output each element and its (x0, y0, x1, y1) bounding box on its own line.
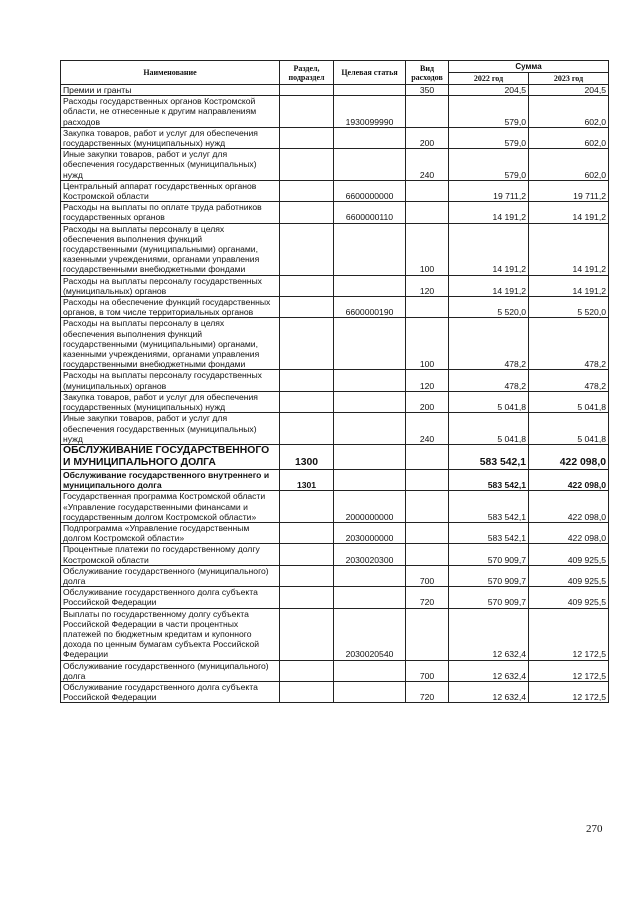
cell-section (280, 223, 334, 275)
table-row (61, 444, 609, 469)
header-year-2023: 2023 год (529, 73, 609, 85)
cell-target: 6600000190 (334, 297, 406, 318)
cell-type: 700 (406, 660, 449, 681)
cell-sum-2022: 570 909,7 (449, 565, 529, 586)
cell-sum-2022: 583 542,1 (449, 522, 529, 543)
cell-sum-2022: 579,0 (449, 127, 529, 148)
cell-sum-2022: 19 711,2 (449, 180, 529, 201)
table-row (61, 127, 609, 148)
header-sum: Сумма (449, 61, 609, 73)
cell-section (280, 660, 334, 681)
table-row (61, 391, 609, 412)
table-row (61, 469, 609, 490)
cell-type (406, 444, 449, 469)
cell-sum-2022: 583 542,1 (449, 444, 529, 469)
cell-section (280, 127, 334, 148)
cell-name: Расходы на выплаты персоналу в целях обеспечения выполнения функций государственными (муниципальными) органами, казенными учреждениями, органами управления государственными внебюджетными фондами (61, 318, 280, 370)
cell-target: 2030020540 (334, 608, 406, 660)
cell-sum-2022: 583 542,1 (449, 469, 529, 490)
cell-target (334, 223, 406, 275)
cell-sum-2023: 409 925,5 (529, 544, 609, 565)
cell-type (406, 522, 449, 543)
cell-target: 2000000000 (334, 491, 406, 523)
cell-sum-2023: 478,2 (529, 318, 609, 370)
cell-name: Выплаты по государственному долгу субъекта Российской Федерации в части процентных платежей по бюджетным кредитам и купонного дохода по ценным бумагам субъекта Российской Федерации (61, 608, 280, 660)
cell-target (334, 587, 406, 608)
cell-target (334, 413, 406, 445)
cell-sum-2022: 570 909,7 (449, 587, 529, 608)
table-row (61, 202, 609, 223)
cell-type (406, 491, 449, 523)
cell-sum-2023: 422 098,0 (529, 444, 609, 469)
cell-target (334, 391, 406, 412)
cell-section (280, 275, 334, 296)
cell-target (334, 370, 406, 391)
cell-type (406, 96, 449, 128)
cell-sum-2023: 12 172,5 (529, 681, 609, 702)
cell-name: Расходы на обеспечение функций государственных органов, в том числе территориальных органов (61, 297, 280, 318)
cell-sum-2023: 602,0 (529, 96, 609, 128)
cell-section: 1300 (280, 444, 334, 469)
cell-sum-2023: 422 098,0 (529, 522, 609, 543)
cell-name: Закупка товаров, работ и услуг для обеспечения государственных (муниципальных) нужд (61, 391, 280, 412)
cell-name: Расходы государственных органов Костромской области, не отнесенные к другим направлениям расходов (61, 96, 280, 128)
cell-name: Закупка товаров, работ и услуг для обеспечения государственных (муниципальных) нужд (61, 127, 280, 148)
header-type: Вид расходов (406, 61, 449, 85)
cell-target (334, 660, 406, 681)
cell-target (334, 318, 406, 370)
table-row (61, 297, 609, 318)
cell-target (334, 275, 406, 296)
cell-section (280, 370, 334, 391)
cell-type: 700 (406, 565, 449, 586)
cell-name: Иные закупки товаров, работ и услуг для обеспечения государственных (муниципальных) нужд (61, 413, 280, 445)
cell-target: 6600000110 (334, 202, 406, 223)
table-row (61, 96, 609, 128)
header-year-2022: 2022 год (449, 73, 529, 85)
cell-sum-2023: 14 191,2 (529, 202, 609, 223)
cell-name: Процентные платежи по государственному долгу Костромской области (61, 544, 280, 565)
cell-sum-2022: 5 041,8 (449, 391, 529, 412)
cell-sum-2023: 5 520,0 (529, 297, 609, 318)
cell-type: 120 (406, 275, 449, 296)
cell-sum-2022: 579,0 (449, 149, 529, 181)
cell-target (334, 149, 406, 181)
cell-sum-2022: 14 191,2 (449, 275, 529, 296)
cell-sum-2022: 14 191,2 (449, 202, 529, 223)
cell-target: 1930099990 (334, 96, 406, 128)
cell-name: Обслуживание государственного долга субъекта Российской Федерации (61, 587, 280, 608)
cell-type: 200 (406, 391, 449, 412)
cell-type: 100 (406, 318, 449, 370)
cell-type: 200 (406, 127, 449, 148)
cell-name: Государственная программа Костромской области «Управление государственными финансами и государственным долгом Костромской области» (61, 491, 280, 523)
cell-sum-2022: 14 191,2 (449, 223, 529, 275)
cell-section (280, 149, 334, 181)
cell-sum-2023: 5 041,8 (529, 391, 609, 412)
cell-name: Центральный аппарат государственных органов Костромской области (61, 180, 280, 201)
table-body (61, 85, 609, 703)
table-row (61, 275, 609, 296)
header-target: Целевая статья (334, 61, 406, 85)
cell-sum-2023: 204,5 (529, 85, 609, 96)
cell-section (280, 491, 334, 523)
table-row (61, 522, 609, 543)
cell-name: Премии и гранты (61, 85, 280, 96)
cell-type: 350 (406, 85, 449, 96)
cell-type (406, 544, 449, 565)
cell-name: Расходы на выплаты персоналу государственных (муниципальных) органов (61, 370, 280, 391)
cell-section (280, 202, 334, 223)
table-row (61, 223, 609, 275)
cell-section (280, 85, 334, 96)
page-number: 270 (586, 823, 603, 835)
header-name: Наименование (61, 61, 280, 85)
cell-sum-2022: 12 632,4 (449, 608, 529, 660)
table-row (61, 660, 609, 681)
cell-sum-2022: 478,2 (449, 318, 529, 370)
budget-table (60, 60, 609, 703)
header-section: Раздел, подраздел (280, 61, 334, 85)
cell-sum-2023: 409 925,5 (529, 587, 609, 608)
cell-section (280, 391, 334, 412)
cell-sum-2022: 579,0 (449, 96, 529, 128)
cell-section (280, 608, 334, 660)
cell-sum-2023: 19 711,2 (529, 180, 609, 201)
table-row (61, 180, 609, 201)
cell-sum-2022: 5 041,8 (449, 413, 529, 445)
cell-name: Иные закупки товаров, работ и услуг для обеспечения государственных (муниципальных) нужд (61, 149, 280, 181)
cell-section (280, 544, 334, 565)
table-row (61, 565, 609, 586)
table-row (61, 544, 609, 565)
cell-section: 1301 (280, 469, 334, 490)
cell-section (280, 587, 334, 608)
cell-type (406, 469, 449, 490)
cell-name: ОБСЛУЖИВАНИЕ ГОСУДАРСТВЕННОГО И МУНИЦИПАЛЬНОГО ДОЛГА (61, 444, 280, 469)
cell-name: Подпрограмма «Управление государственным долгом Костромской области» (61, 522, 280, 543)
cell-section (280, 565, 334, 586)
cell-sum-2023: 12 172,5 (529, 608, 609, 660)
cell-section (280, 413, 334, 445)
cell-target (334, 127, 406, 148)
table-row (61, 370, 609, 391)
cell-name: Расходы на выплаты персоналу в целях обеспечения выполнения функций государственными (муниципальными) органами, казенными учреждениями, органами управления государственными внебюджетными фондами (61, 223, 280, 275)
cell-section (280, 318, 334, 370)
table-row (61, 149, 609, 181)
cell-section (280, 180, 334, 201)
cell-name: Обслуживание государственного внутреннего и муниципального долга (61, 469, 280, 490)
cell-type (406, 297, 449, 318)
cell-target: 2030000000 (334, 522, 406, 543)
cell-sum-2023: 14 191,2 (529, 275, 609, 296)
cell-type: 720 (406, 587, 449, 608)
table-row (61, 587, 609, 608)
cell-sum-2022: 478,2 (449, 370, 529, 391)
cell-type (406, 608, 449, 660)
cell-sum-2022: 204,5 (449, 85, 529, 96)
table-row (61, 608, 609, 660)
cell-target: 6600000000 (334, 180, 406, 201)
cell-sum-2022: 5 520,0 (449, 297, 529, 318)
cell-sum-2023: 5 041,8 (529, 413, 609, 445)
cell-section (280, 522, 334, 543)
cell-sum-2023: 602,0 (529, 127, 609, 148)
cell-type: 720 (406, 681, 449, 702)
cell-type: 240 (406, 149, 449, 181)
cell-type (406, 180, 449, 201)
cell-type: 100 (406, 223, 449, 275)
cell-type (406, 202, 449, 223)
cell-sum-2023: 12 172,5 (529, 660, 609, 681)
cell-sum-2022: 583 542,1 (449, 491, 529, 523)
cell-target (334, 681, 406, 702)
cell-type: 240 (406, 413, 449, 445)
cell-name: Расходы на выплаты персоналу государственных (муниципальных) органов (61, 275, 280, 296)
table-row (61, 681, 609, 702)
cell-sum-2023: 409 925,5 (529, 565, 609, 586)
cell-target (334, 85, 406, 96)
cell-name: Обслуживание государственного (муниципального) долга (61, 565, 280, 586)
table-row (61, 318, 609, 370)
cell-target (334, 469, 406, 490)
cell-sum-2023: 14 191,2 (529, 223, 609, 275)
cell-sum-2023: 422 098,0 (529, 469, 609, 490)
cell-target (334, 565, 406, 586)
cell-sum-2023: 602,0 (529, 149, 609, 181)
cell-type: 120 (406, 370, 449, 391)
table-row (61, 491, 609, 523)
cell-sum-2022: 570 909,7 (449, 544, 529, 565)
cell-sum-2022: 12 632,4 (449, 660, 529, 681)
cell-name: Обслуживание государственного долга субъекта Российской Федерации (61, 681, 280, 702)
cell-sum-2022: 12 632,4 (449, 681, 529, 702)
table-row (61, 85, 609, 96)
cell-name: Расходы на выплаты по оплате труда работников государственных органов (61, 202, 280, 223)
cell-target (334, 444, 406, 469)
cell-section (280, 96, 334, 128)
cell-sum-2023: 478,2 (529, 370, 609, 391)
cell-section (280, 297, 334, 318)
cell-name: Обслуживание государственного (муниципального) долга (61, 660, 280, 681)
cell-sum-2023: 422 098,0 (529, 491, 609, 523)
table-row (61, 413, 609, 445)
table-header-row (61, 61, 609, 73)
cell-section (280, 681, 334, 702)
cell-target: 2030020300 (334, 544, 406, 565)
